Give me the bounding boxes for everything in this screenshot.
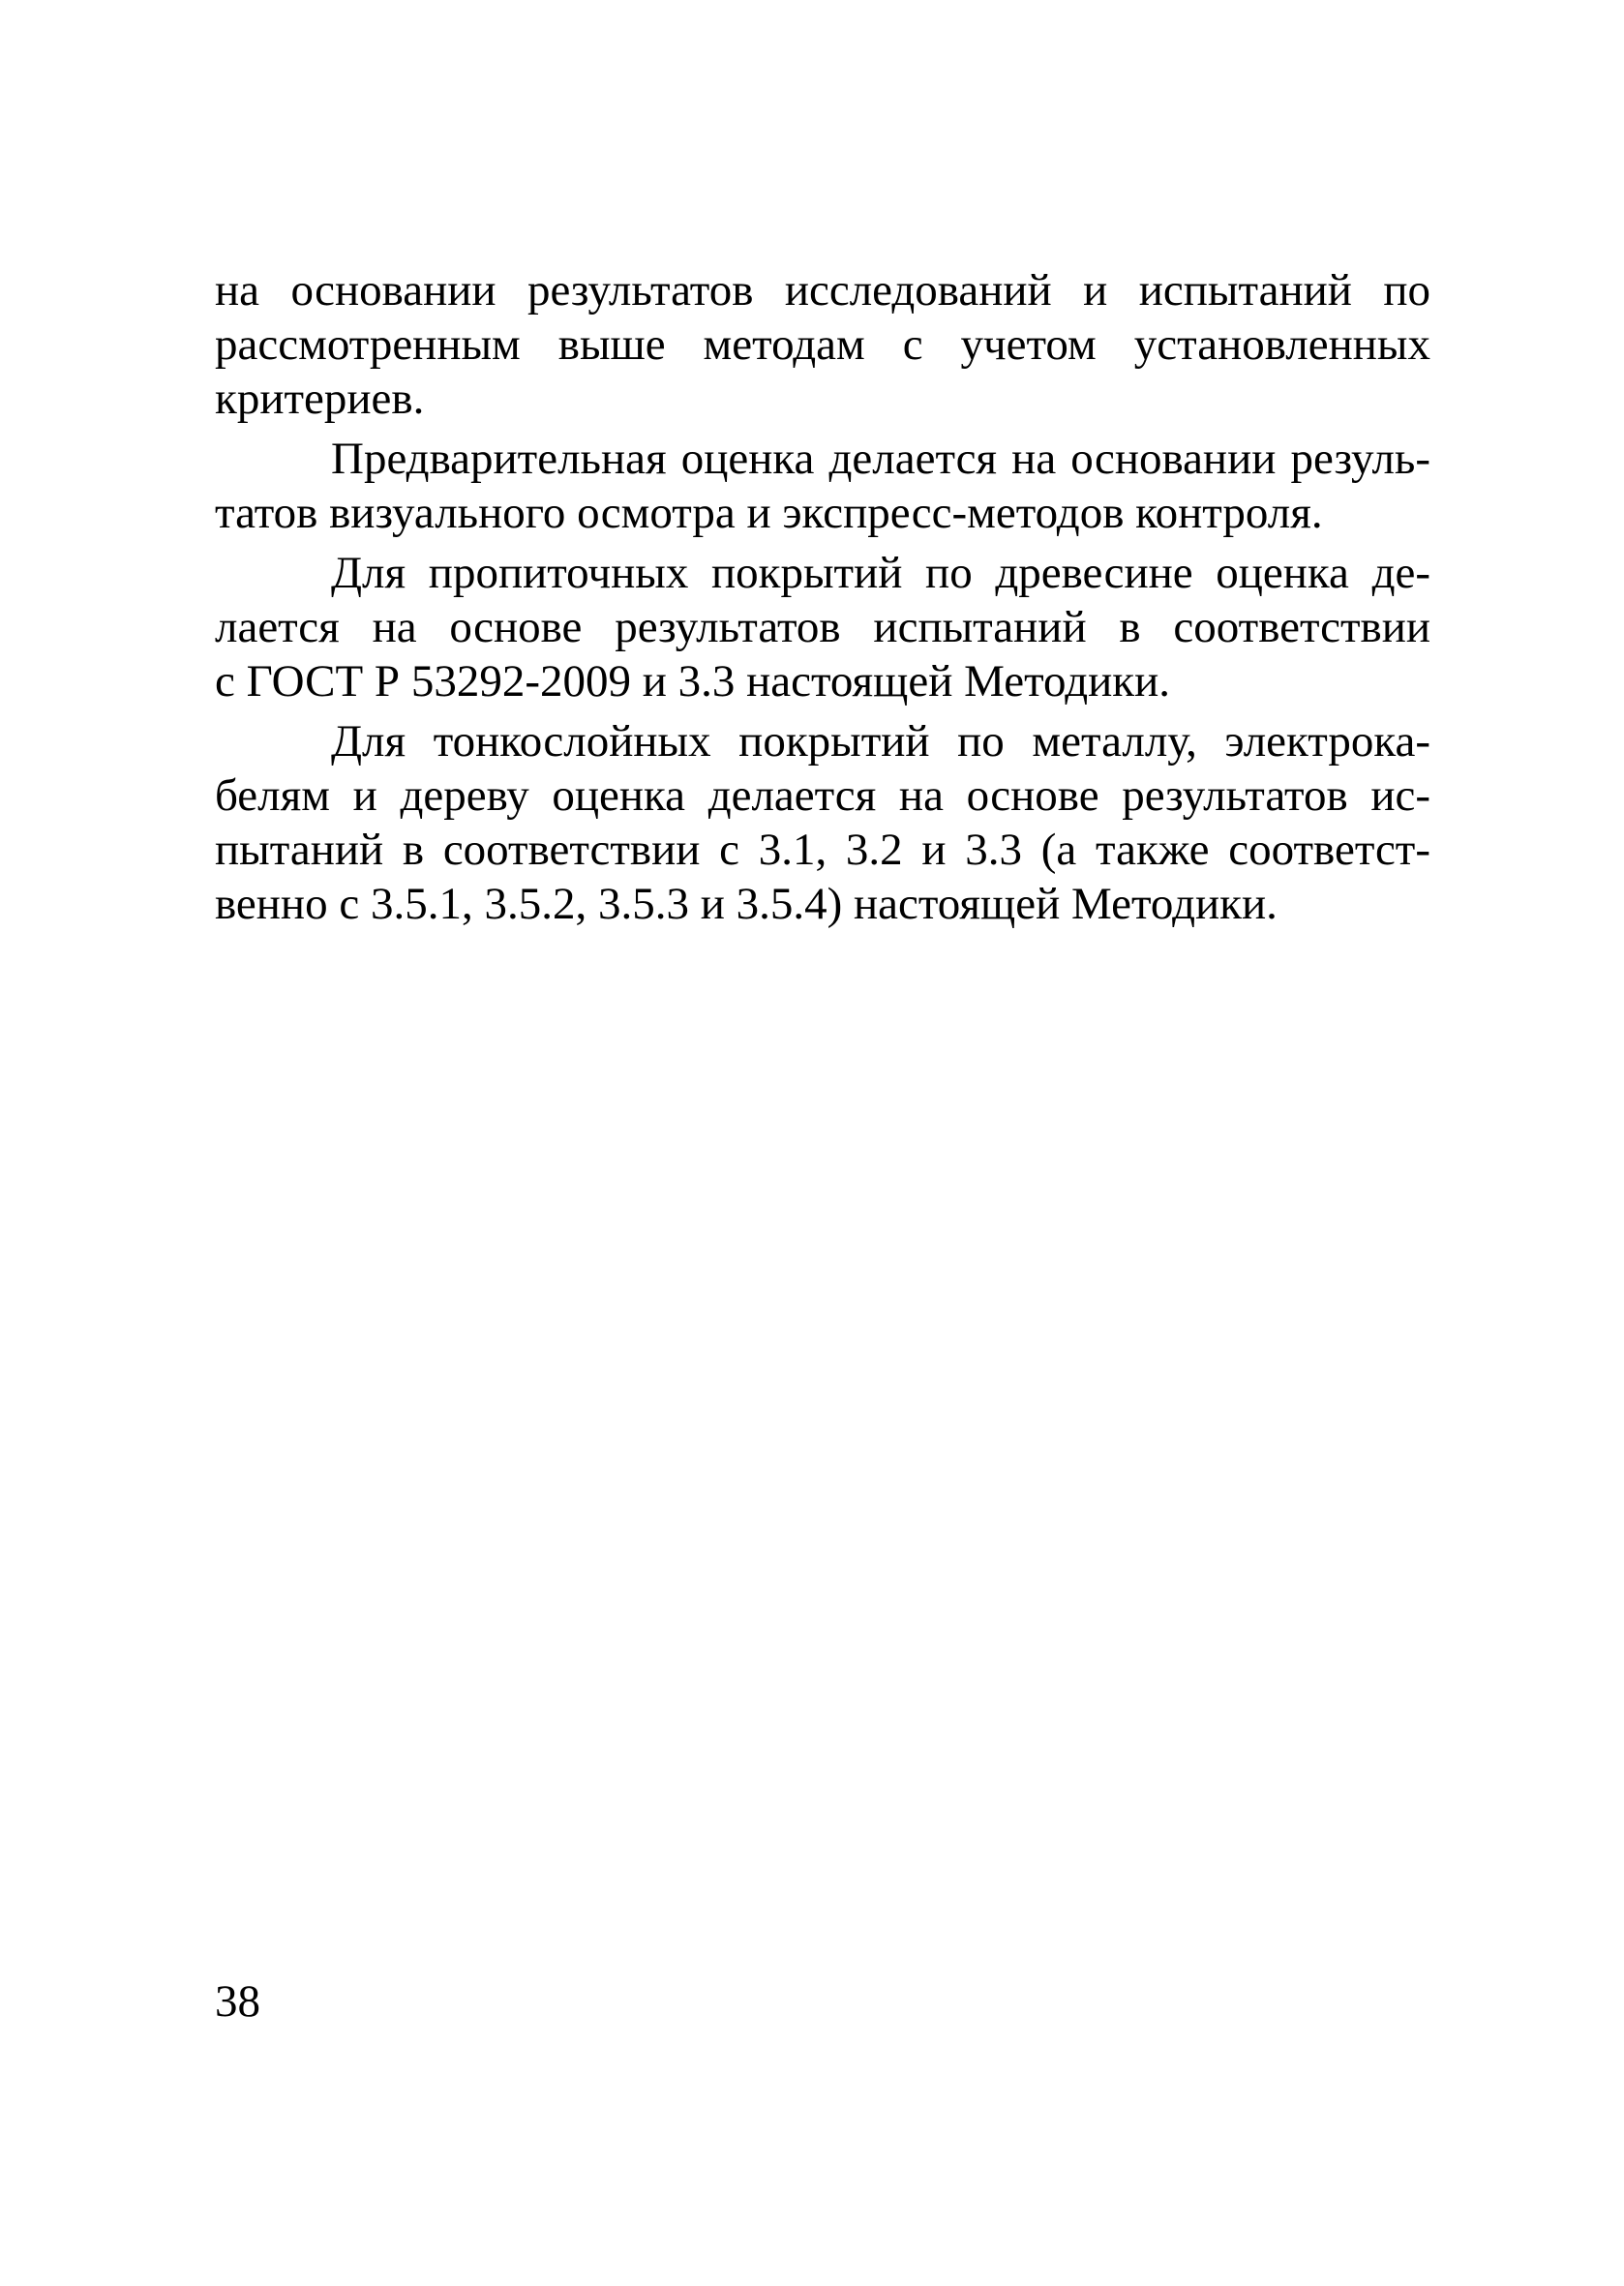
paragraph-3 xyxy=(215,546,1430,708)
paragraph-1 xyxy=(215,263,1430,426)
text-line: пытаний в соответствии с 3.1, 3.2 и 3.3 (а также соответст- xyxy=(215,825,1430,875)
text-line: рассмотренным выше методам с учетом установленных xyxy=(215,319,1430,370)
text-line: Для пропиточных покрытий по древесине оценка де- xyxy=(331,548,1430,598)
paragraph-4 xyxy=(215,714,1430,931)
text-line: Для тонкослойных покрытий по металлу, электрока- xyxy=(331,716,1430,767)
text-line: лается на основе результатов испытаний в соответствии xyxy=(215,602,1430,652)
body-text xyxy=(215,263,1430,931)
text-line: татов визуального осмотра и экспресс-методов контроля. xyxy=(215,488,1323,538)
text-line: венно с 3.5.1, 3.5.2, 3.5.3 и 3.5.4) настоящей Методики. xyxy=(215,879,1278,929)
page-number: 38 xyxy=(215,1976,260,2027)
text-line: на основании результатов исследований и испытаний по xyxy=(215,265,1430,316)
text-line: Предварительная оценка делается на основании резуль- xyxy=(331,434,1430,484)
text-line: с ГОСТ Р 53292-2009 и 3.3 настоящей Методики. xyxy=(215,656,1170,707)
text-line: критериев. xyxy=(215,374,425,424)
paragraph-2 xyxy=(215,432,1430,540)
text-line: белям и дереву оценка делается на основе результатов ис- xyxy=(215,770,1430,821)
